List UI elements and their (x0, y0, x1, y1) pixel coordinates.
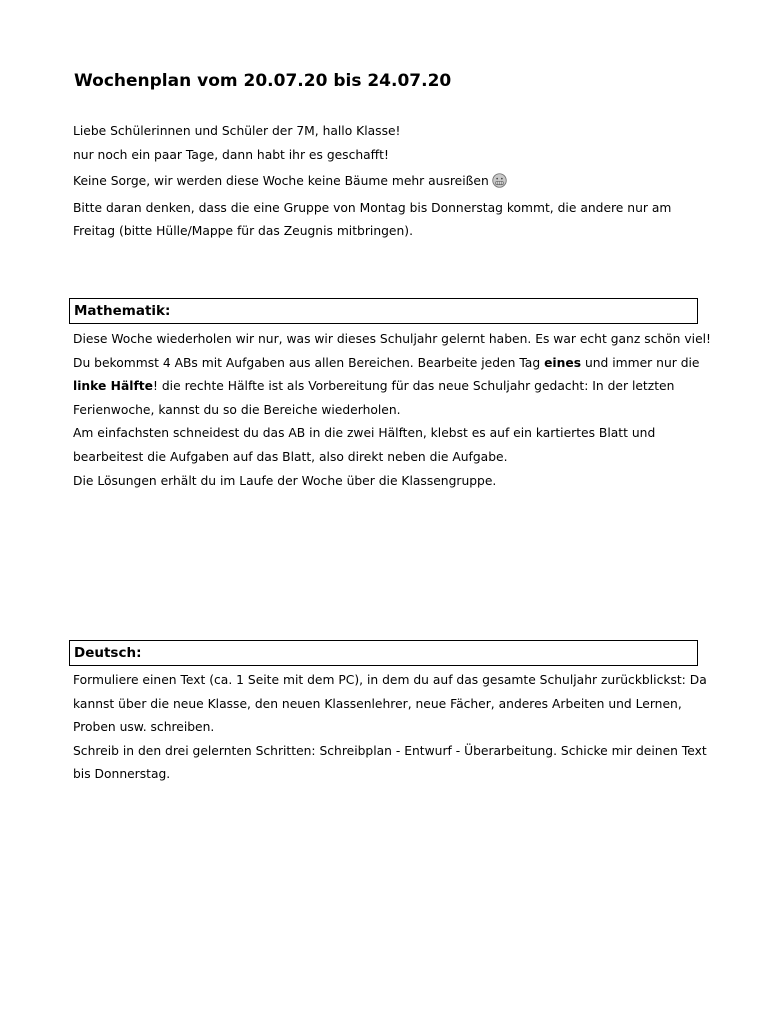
paragraph: Formuliere einen Text (ca. 1 Seite mit dem PC), in dem du auf das gesamte Schuljahr zurückblickst: Da kannst über die neue Klasse, den neuen Klassenlehrer, neue Fächer, anderes Arbeiten und Lernen, Proben usw. schreiben. (73, 673, 707, 735)
paragraph: Schreib in den drei gelernten Schritten: Schreibplan - Entwurf - Überarbeitung. Schicke mir deinen Text bis Donnerstag. (73, 743, 707, 782)
emphasis-text: eines (544, 355, 582, 370)
paragraph-text: Du bekommst 4 ABs mit Aufgaben aus allen Bereichen. Bearbeite jeden Tag (73, 355, 545, 370)
section-body-deutsch (73, 669, 713, 787)
paragraph: Diese Woche wiederholen wir nur, was wir dieses Schuljahr gelernt haben. Es war echt ganz schön viel! (73, 332, 711, 346)
greeting-line: nur noch ein paar Tage, dann habt ihr es geschafft! (73, 147, 389, 162)
grimacing-face-icon (492, 173, 507, 188)
section-header-mathematik: Mathematik: (69, 298, 698, 324)
section-header-deutsch: Deutsch: (69, 640, 698, 666)
paragraph-text: ! die rechte Hälfte ist als Vorbereitung für das neue Schuljahr gedacht: In der letzten Ferienwoche, kannst du so die Bereiche wiederholen. (73, 379, 675, 417)
greeting-line-text: Keine Sorge, wir werden diese Woche keine Bäume mehr ausreißen (73, 174, 489, 189)
paragraph (73, 352, 713, 423)
paragraph-text: und immer nur die (581, 355, 700, 370)
greeting-line: Liebe Schülerinnen und Schüler der 7M, hallo Klasse! (73, 124, 401, 138)
section-body-mathematik (73, 328, 713, 493)
greeting-section (73, 120, 713, 244)
emphasis-text: linke Hälfte (73, 379, 154, 394)
greeting-line: Bitte daran denken, dass die eine Gruppe von Montag bis Donnerstag kommt, die andere nur am Freitag (bitte Hülle/Mappe für das Zeugnis mitbringen). (73, 200, 672, 239)
paragraph: Am einfachsten schneidest du das AB in die zwei Hälften, klebst es auf ein kartiertes Blatt und bearbeitest die Aufgaben auf das Blatt, also direkt neben die Aufgabe. (73, 426, 656, 464)
greeting-line (73, 170, 713, 194)
paragraph: Die Lösungen erhält du im Laufe der Woche über die Klassengruppe. (73, 473, 497, 488)
page-title: Wochenplan vom 20.07.20 bis 24.07.20 (74, 71, 452, 91)
